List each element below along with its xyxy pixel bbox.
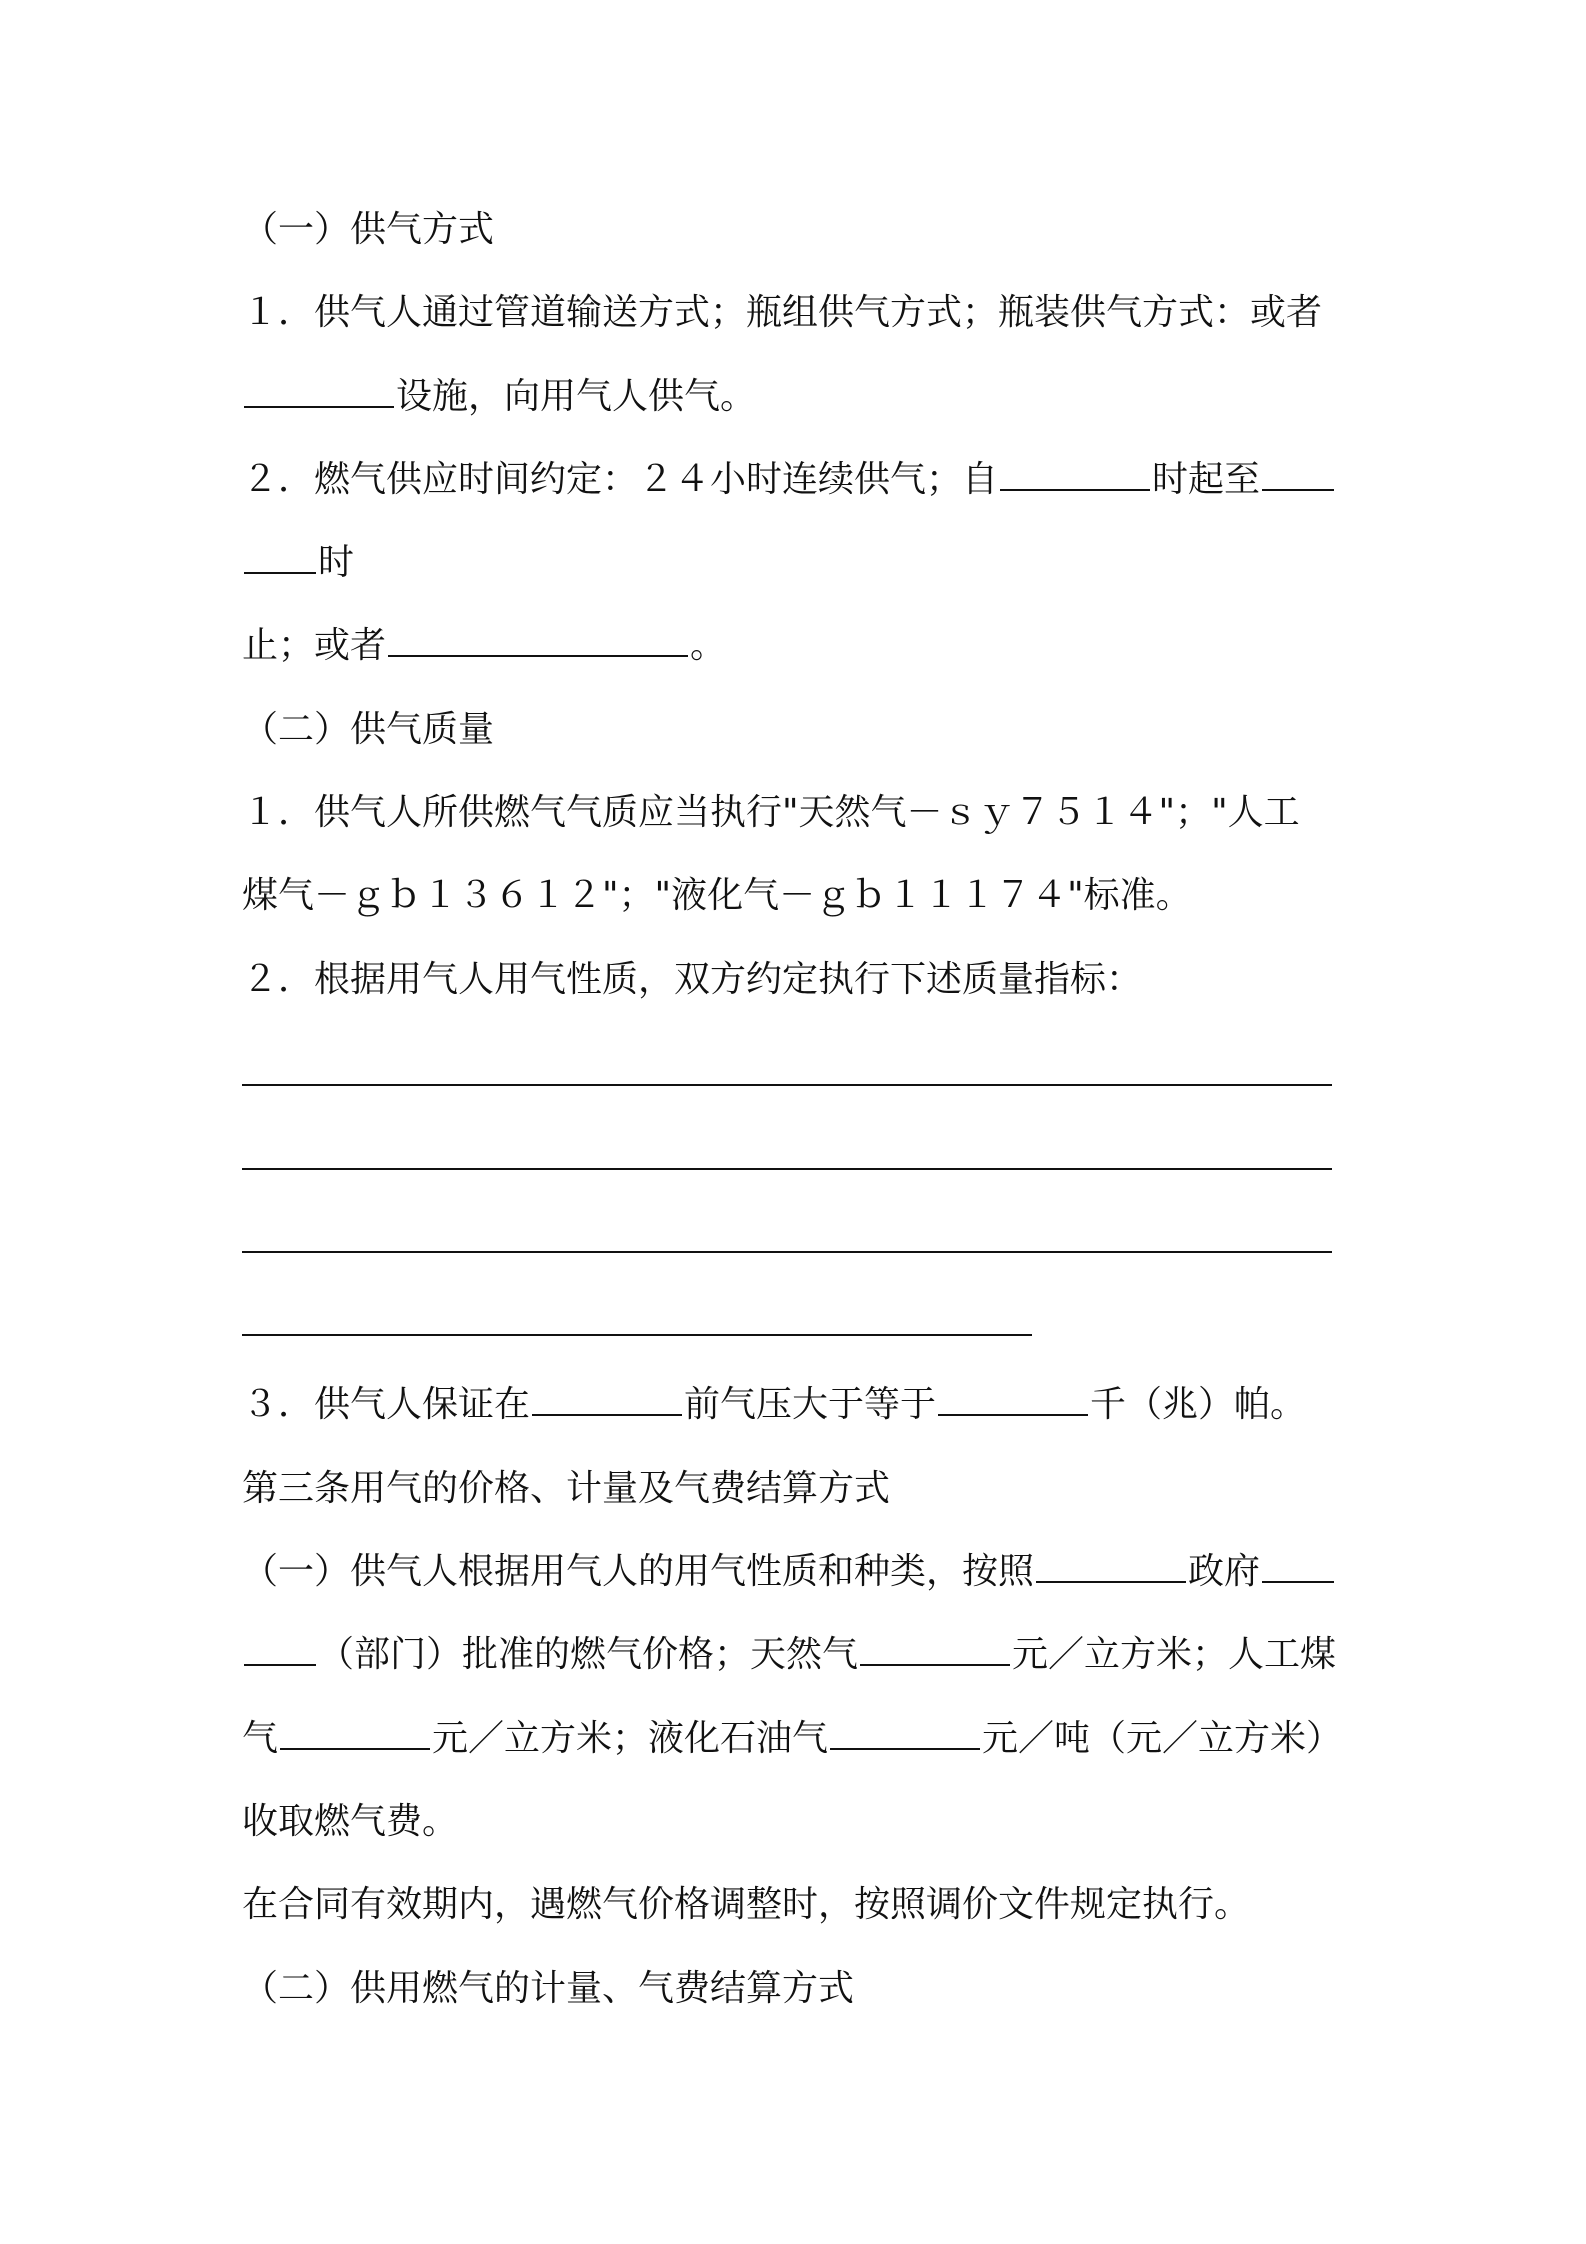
fill-blank-facility[interactable]	[244, 376, 394, 408]
fill-blank-government[interactable]	[1036, 1551, 1186, 1583]
fill-line-indicator-2[interactable]	[242, 1168, 1332, 1170]
fill-line-indicator-4[interactable]	[242, 1334, 1032, 1336]
paragraph-supply-time-end: 止；或者 。	[242, 625, 727, 666]
fill-line-indicator-1[interactable]	[242, 1084, 1332, 1086]
fill-blank-lpg-price[interactable]	[830, 1718, 980, 1750]
fill-blank-natural-gas-price[interactable]	[860, 1634, 1010, 1666]
fill-line-indicator-3[interactable]	[242, 1251, 1332, 1253]
paragraph-quality-standard-cont: 煤气－ｇｂ１３６１２"；"液化气－ｇｂ１１１７４"标准。	[242, 875, 1192, 916]
paragraph-supply-method-1-cont: 设施，向用气人供气。	[242, 372, 1362, 422]
fill-blank-end-hour[interactable]	[1262, 459, 1334, 491]
paragraph-quality-standard: １．供气人所供燃气气质应当执行"天然气－ｓｙ７５１４"；"人工	[242, 792, 1300, 833]
paragraph-price-cont-3: 收取燃气费。	[242, 1801, 459, 1842]
paragraph-supply-time: ２．燃气供应时间约定：２４小时连续供气；自 时起至	[242, 455, 1362, 505]
fill-blank-coal-gas-price[interactable]	[280, 1718, 430, 1750]
fill-blank-start-hour[interactable]	[1000, 459, 1150, 491]
section-heading-supply-method: （一）供气方式	[242, 209, 495, 250]
paragraph-price: （一）供气人根据用气人的用气性质和种类，按照 政府	[242, 1547, 1362, 1597]
paragraph-pressure-guarantee: ３．供气人保证在 前气压大于等于 千（兆）帕。	[242, 1384, 1307, 1425]
article-heading-price-metering: 第三条用气的价格、计量及气费结算方式	[242, 1468, 891, 1509]
section-heading-supply-quality: （二）供气质量	[242, 709, 495, 750]
fill-blank-department-cont[interactable]	[244, 1634, 316, 1666]
paragraph-price-cont-1: （部门）批准的燃气价格；天然气 元／立方米；人工煤	[242, 1630, 1362, 1680]
fill-blank-end-hour-cont[interactable]	[244, 542, 316, 574]
paragraph-quality-indicators: ２．根据用气人用气性质，双方约定执行下述质量指标：	[242, 959, 1143, 1000]
paragraph-price-adjustment: 在合同有效期内，遇燃气价格调整时，按照调价文件规定执行。	[242, 1884, 1251, 1925]
paragraph-supply-time-cont: 时	[242, 538, 1362, 588]
fill-blank-other-time[interactable]	[388, 625, 688, 657]
fill-blank-department[interactable]	[1262, 1551, 1334, 1583]
paragraph-supply-method-1: １．供气人通过管道输送方式；瓶组供气方式；瓶装供气方式：或者	[242, 292, 1323, 333]
section-heading-metering-settlement: （二）供用燃气的计量、气费结算方式	[242, 1968, 855, 2009]
fill-blank-location[interactable]	[532, 1384, 682, 1416]
paragraph-price-cont-2: 气 元／立方米；液化石油气 元／吨（元／立方米）	[242, 1718, 1343, 1759]
fill-blank-pressure[interactable]	[938, 1384, 1088, 1416]
